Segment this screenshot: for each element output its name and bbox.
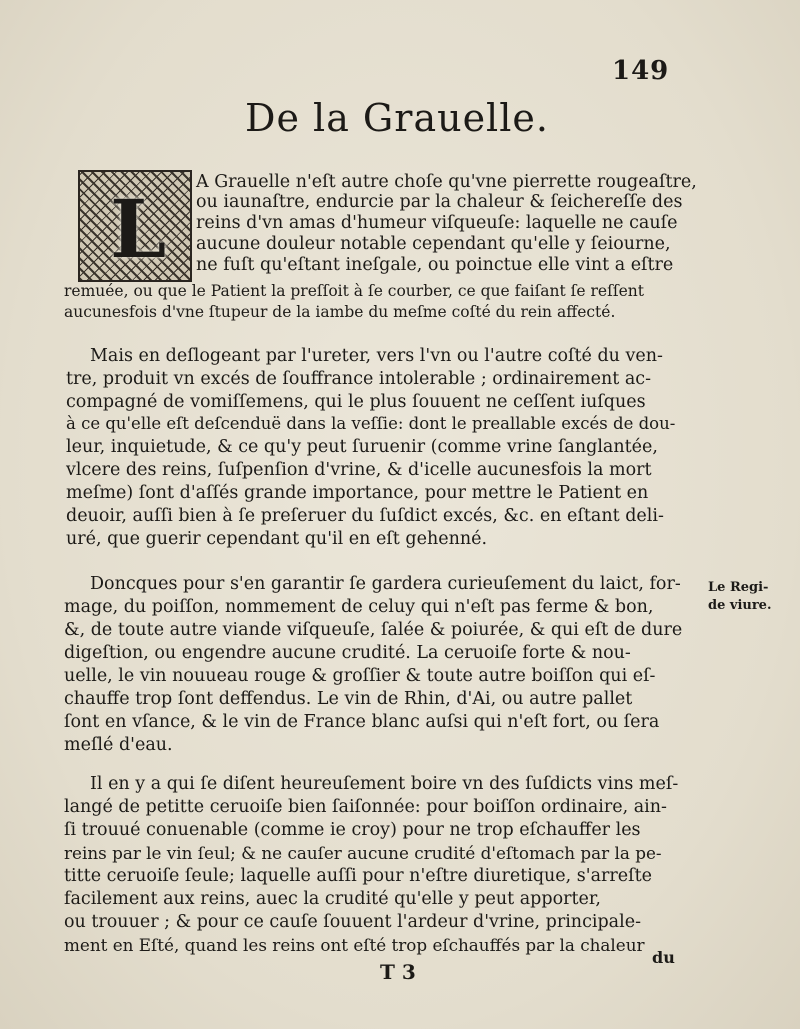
text-line: ſont en vſance, & le vin de France blanc auſsi qui n'eſt fort, ou ſera — [64, 712, 660, 732]
text-line: Il en y a qui ſe diſent heureuſement boire vn des ſuſdicts vins meſ- — [90, 774, 679, 794]
text-line: uelle, le vin nouueau rouge & groſſier & toute autre boiſſon qui eſ- — [64, 666, 656, 686]
text-line: remuée, ou que le Patient la preſſoit à ſe courber, ce que faiſant ſe reſſent — [64, 282, 644, 300]
text-line: &, de toute autre viande viſqueuſe, ſalée & poiurée, & qui eſt de dure — [64, 620, 683, 640]
text-line: A Grauelle n'eſt autre choſe qu'vne pierrette rougeaſtre, — [196, 172, 697, 192]
text-line: ment en Eſté, quand les reins ont eſté trop eſchauffés par la chaleur — [64, 935, 645, 955]
text-line: ou trouuer ; & pour ce cauſe ſouuent l'ardeur d'vrine, principale- — [64, 912, 641, 932]
text-line: mage, du poiſſon, nommement de celuy qui n'eſt pas ferme & bon, — [64, 597, 654, 617]
margin-note-line: Le Regi- — [708, 580, 769, 595]
text-line: titte ceruoiſe ſeule; laquelle auſſi pour n'eſtre diuretique, s'arreſte — [64, 866, 652, 886]
text-line: digeſtion, ou engendre aucune crudité. La ceruoiſe forte & nou- — [64, 643, 631, 663]
text-line: Mais en deſlogeant par l'ureter, vers l'vn ou l'autre coſté du ven- — [90, 346, 663, 366]
text-line: chauffe trop ſont deffendus. Le vin de Rhin, d'Ai, ou autre pallet — [64, 689, 633, 709]
text-line: reins par le vin ſeul; & ne cauſer aucune crudité d'eſtomach par la pe- — [64, 843, 662, 863]
text-line: meſlé d'eau. — [64, 735, 173, 755]
catchword: du — [652, 948, 675, 967]
chapter-title: De la Grauelle. — [245, 96, 549, 140]
text-line: reins d'vn amas d'humeur viſqueuſe: laquelle ne cauſe — [196, 213, 678, 233]
margin-note-line: de viure. — [708, 598, 772, 613]
text-line: meſme) ſont d'aſſés grande importance, pour mettre le Patient en — [66, 483, 649, 503]
text-line: aucunesfois d'vne ſtupeur de la iambe du meſme coſté du rein affecté. — [64, 303, 616, 321]
text-line: ſi trouué conuenable (comme ie croy) pour ne trop eſchauffer les — [64, 820, 641, 840]
initial-letter: L — [110, 182, 167, 276]
text-line: langé de petitte ceruoiſe bien ſaiſonnée: pour boiſſon ordinaire, ain- — [64, 797, 667, 817]
text-line: uré, que guerir cependant qu'il en eſt gehenné. — [66, 529, 488, 549]
page-number: 149 — [612, 56, 670, 86]
text-line: ou iaunaſtre, endurcie par la chaleur & ſeichereſſe des — [196, 192, 683, 212]
text-line: leur, inquietude, & ce qu'y peut ſuruenir (comme vrine ſanglantée, — [66, 437, 658, 457]
text-line: vlcere des reins, ſuſpenſion d'vrine, & d'icelle aucunesfois la mort — [66, 460, 652, 480]
signature-mark: T 3 — [380, 960, 416, 984]
text-line: deuoir, auſſi bien à ſe preſeruer du ſuſdict excés, &c. en eſtant deli- — [66, 506, 664, 526]
text-line: ne fuſt qu'eſtant ineſgale, ou poinctue elle vint a eſtre — [196, 255, 674, 275]
text-line: aucune douleur notable cependant qu'elle y ſeiourne, — [196, 234, 671, 254]
text-line: tre, produit vn excés de ſouffrance intolerable ; ordinairement ac- — [66, 369, 651, 389]
text-line: Doncques pour s'en garantir ſe gardera curieuſement du laict, for- — [90, 574, 681, 594]
text-line: compagné de vomiſſemens, qui le plus ſouuent ne ceſſent iuſques — [66, 392, 646, 412]
text-line: facilement aux reins, auec la crudité qu'elle y peut apporter, — [64, 889, 601, 909]
decorated-initial — [78, 170, 192, 282]
text-line: à ce qu'elle eſt deſcenduë dans la veſſie: dont le preallable excés de dou- — [66, 414, 676, 433]
